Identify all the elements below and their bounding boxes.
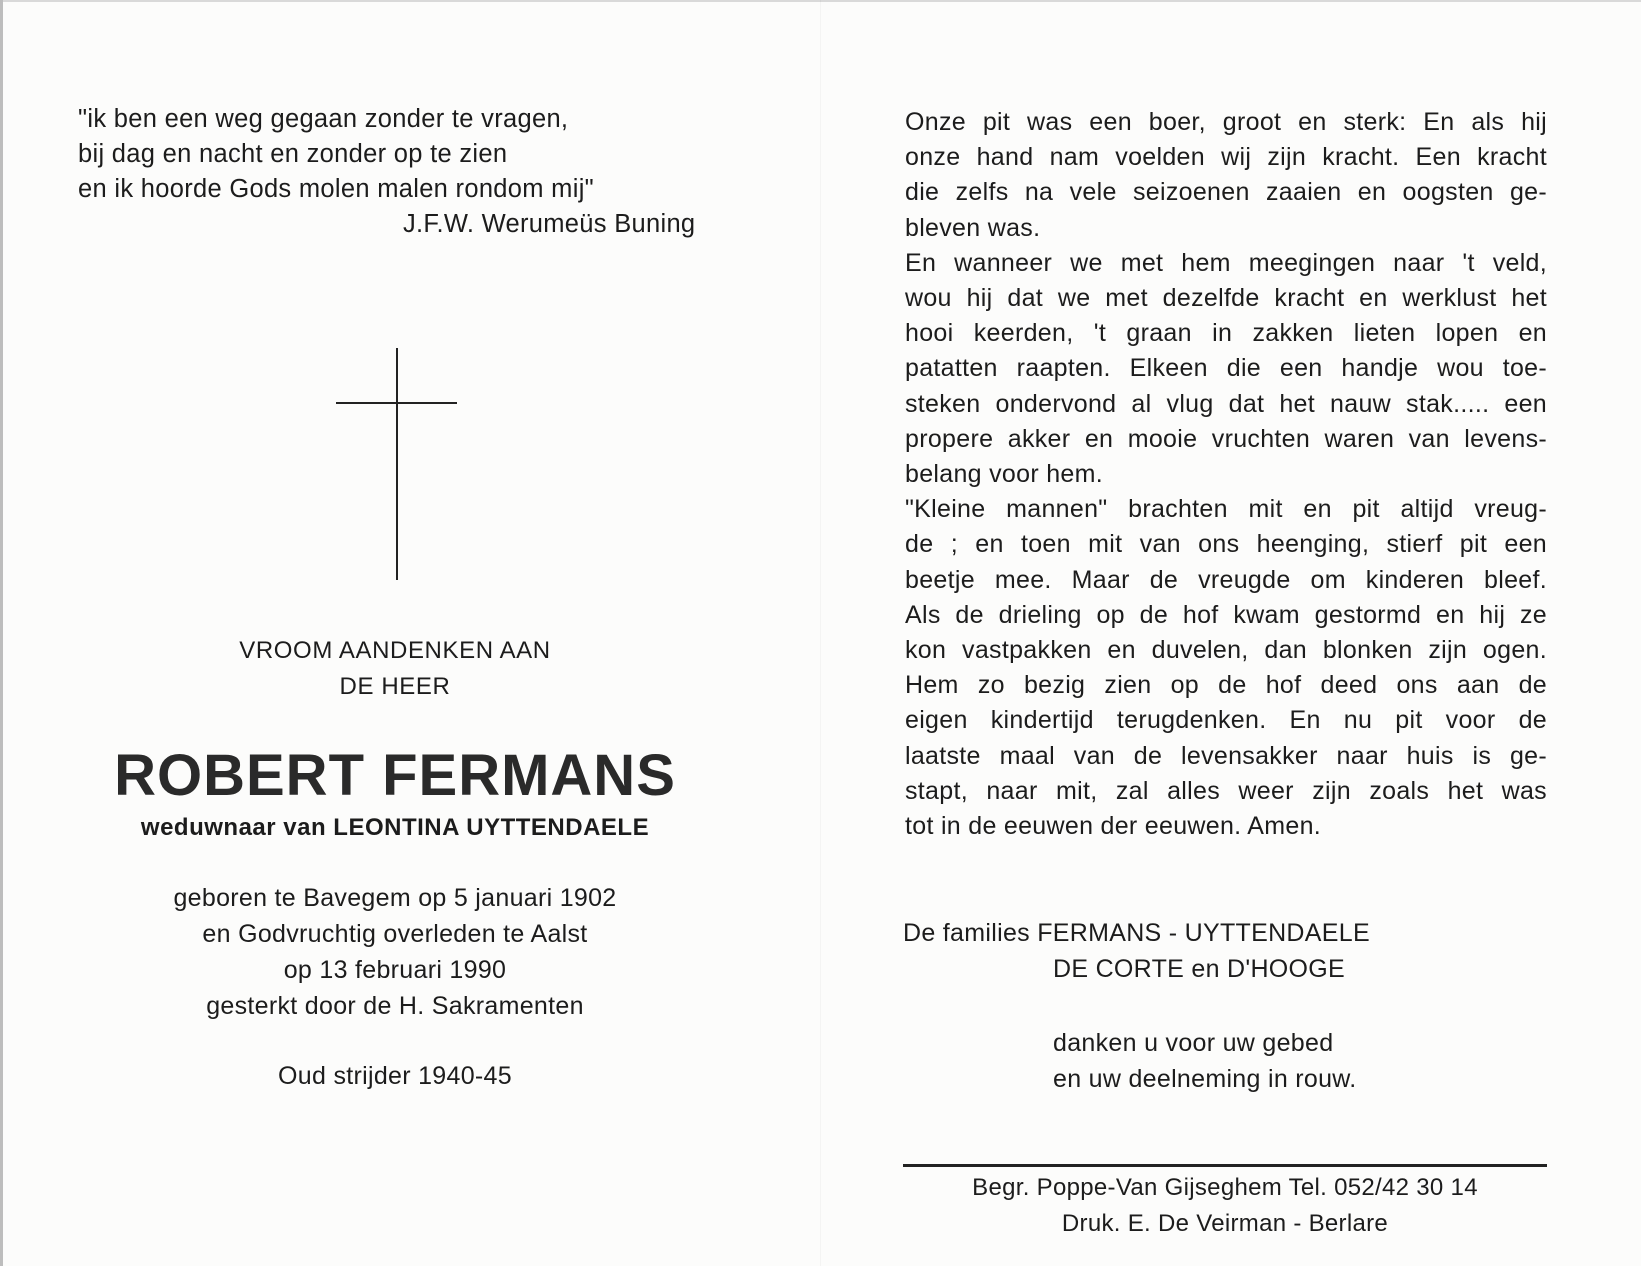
thanks-line-1: danken u voor uw gebed <box>1053 1029 1334 1057</box>
tribute-line: Als de drieling op de hof kwam gestormd en hij ze <box>905 600 1547 629</box>
widower-line: weduwnaar van LEONTINA UYTTENDAELE <box>140 814 650 841</box>
tribute-text <box>905 105 1547 844</box>
families-line-2: DE CORTE en D'HOOGE <box>1053 955 1346 983</box>
poem-line: bij dag en nacht en zonder op te zien <box>78 140 508 168</box>
tribute-line: kon vastpakken en duvelen, dan blonken zijn ogen. <box>905 636 1547 665</box>
funeral-director-line: Begr. Poppe-Van Gijseghem Tel. 052/42 30 14 <box>972 1174 1478 1201</box>
poem-quote <box>78 102 758 242</box>
tribute-line: beetje mee. Maar de vreugde om kinderen bleef. <box>905 565 1547 594</box>
cross-icon-vertical <box>396 348 398 580</box>
date-line: en Godvruchtig overleden te Aalst <box>202 920 588 948</box>
tribute-line: Onze pit was een boer, groot en sterk: En als hij <box>905 108 1547 136</box>
footer-divider <box>903 1164 1547 1167</box>
memorial-heading-line-2: DE HEER <box>339 673 451 700</box>
date-line: geboren te Bavegem op 5 januari 1902 <box>173 884 617 912</box>
tribute-line: eigen kindertijd terugdenken. En nu pit voor de <box>905 706 1547 735</box>
printer-line: Druk. E. De Veirman - Berlare <box>1061 1210 1389 1237</box>
tribute-line: En wanneer we met hem meegingen naar 't veld, <box>905 248 1547 277</box>
veteran-line: Oud strijder 1940-45 <box>278 1062 512 1090</box>
tribute-line: die zelfs na vele seizoenen zaaien en oogsten ge- <box>905 178 1547 207</box>
tribute-line: hooi keerden, 't graan in zakken lieten lopen en <box>905 319 1547 348</box>
card-left-edge <box>0 0 3 1266</box>
tribute-line: patatten raapten. Elkeen die een handje wou toe- <box>905 354 1547 383</box>
printer-info <box>903 1170 1547 1242</box>
families-signature <box>903 915 1370 987</box>
tribute-line: stapt, naar mit, zal alles weer zijn zoals het was <box>905 776 1547 805</box>
tribute-line: tot in de eeuwen der eeuwen. Amen. <box>905 812 1322 841</box>
tribute-line: steken ondervond al vlug dat het nauw stak..... een <box>905 389 1547 418</box>
deceased-name: ROBERT FERMANS <box>114 743 676 808</box>
card-fold <box>820 0 821 1266</box>
tribute-line: onze hand nam voelden wij zijn kracht. Een kracht <box>905 143 1547 172</box>
poem-line: en ik hoorde Gods molen malen rondom mij" <box>78 175 595 203</box>
tribute-line: "Kleine mannen" brachten mit en pit altijd vreug- <box>905 495 1547 524</box>
thanks-line-2: en uw deelneming in rouw. <box>1053 1065 1357 1093</box>
poem-line: "ik ben een weg gegaan zonder te vragen, <box>78 105 569 133</box>
tribute-line: Hem zo bezig zien op de hof deed ons aan de <box>905 671 1547 700</box>
date-line: op 13 februari 1990 <box>283 956 507 984</box>
tribute-line: wou hij dat we met dezelfde kracht en werklust het <box>905 284 1547 313</box>
tribute-line: bleven was. <box>905 213 1041 242</box>
tribute-line: propere akker en mooie vruchten waren van levens- <box>905 424 1547 453</box>
life-dates <box>100 880 690 1024</box>
thanks-text <box>1053 1025 1357 1097</box>
date-line: gesterkt door de H. Sakramenten <box>206 992 584 1020</box>
cross-icon-horizontal <box>336 402 457 404</box>
tribute-line: de ; en toen mit van ons heenging, stierf pit een <box>905 530 1547 559</box>
tribute-line: belang voor hem. <box>905 460 1103 489</box>
memorial-heading-line-1: VROOM AANDENKEN AAN <box>239 637 551 664</box>
families-line-1: De families FERMANS - UYTTENDAELE <box>903 919 1370 947</box>
tribute-line: laatste maal van de levensakker naar huis is ge- <box>905 741 1547 770</box>
memorial-heading <box>100 633 690 705</box>
poem-author: J.F.W. Werumeüs Buning <box>403 210 696 238</box>
